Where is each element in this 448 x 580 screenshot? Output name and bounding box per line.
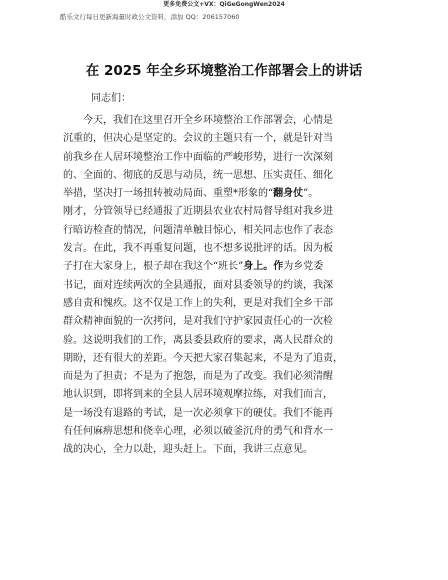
body-line <box>63 222 388 240</box>
bold-text: 身上。作 <box>243 261 284 273</box>
body-text-segment: 地认识到，即将到来的全县人居环境观摩拉练，对我们而言， <box>63 389 333 401</box>
document-title: 在 2025 年全乡环境整治工作部署会上的讲话 <box>85 63 363 79</box>
body-text-segment: 群众精神面貌的一次拷问，是对我们守护家园责任心的一次检 <box>63 316 333 328</box>
body-text-segment: 而是为了担责；不是为了抱怨，而是为了改变。我们必须清醒 <box>63 371 333 383</box>
body-line <box>63 149 388 167</box>
body-line <box>63 441 388 459</box>
body-line <box>63 112 388 130</box>
body-text-segment: 子打在大家身上，根子却在我这个“班长” <box>63 261 244 273</box>
body-line <box>63 258 388 276</box>
bold-text: 翻身仗 <box>273 188 304 200</box>
body-text-segment: 刚才，分管领导已经通报了近期县农业农村局督导组对我乡进 <box>63 206 333 218</box>
body-line <box>63 185 388 203</box>
body-line <box>63 240 388 258</box>
body-text-segment: 是一场没有退路的考试，是一次必须拿下的硬仗。我们不能再 <box>63 407 333 419</box>
body-text-segment: 行暗访检查的情况，问题清单触目惊心，相关同志也作了表态 <box>63 224 333 236</box>
body-text-segment: 感自责和愧疚。这不仅是工作上的失利，更是对我们全乡干部 <box>63 297 333 309</box>
body-line <box>63 295 388 313</box>
body-text-segment: 沉重的，但决心是坚定的。会议的主题只有一个，就是针对当 <box>63 133 333 145</box>
body-line <box>63 350 388 368</box>
body-text-segment: 书记，面对连续两次的全县通报，面对县委领导的约谈，我深 <box>63 279 333 291</box>
body-line <box>63 405 388 423</box>
body-line <box>63 277 388 295</box>
body-text-segment: ”。 <box>303 188 319 200</box>
body-line <box>63 313 388 331</box>
body-line <box>63 332 388 350</box>
body-line <box>63 386 388 404</box>
body-text-segment: 今天，我们在这里召开全乡环境整治工作部署会，心情是 <box>63 115 333 126</box>
body-line <box>63 167 388 185</box>
document-body <box>63 112 388 460</box>
header-subline: 酷乐文行每日更新海量时政公文资料，添加 QQ：206157060 <box>60 13 240 21</box>
body-text-segment: 举措，坚决打一场扭转被动局面、重塑*形象的“ <box>63 188 274 200</box>
header-banner: 更多免费公文+VX：QiGeGongWen2024 <box>163 1 285 8</box>
salutation: 同志们： <box>91 93 131 104</box>
body-text-segment: 有任何麻痹思想和侥幸心理，必须以破釜沉舟的勇气和背水一 <box>63 426 333 438</box>
body-text-segment: 战的决心，全力以赴，迎头赶上。下面，我讲三点意见。 <box>63 444 313 456</box>
body-text-segment: 为乡党委 <box>283 261 324 273</box>
body-line <box>63 203 388 221</box>
body-text-segment: 前我乡在人居环境整治工作中面临的严峻形势，进行一次深刻 <box>63 151 333 163</box>
body-text-segment: 发言。在此，我不再重复问题，也不想多说批评的话。因为板 <box>63 243 333 255</box>
body-line <box>63 130 388 148</box>
body-text-segment: 的、全面的、彻底的反思与动员，统一思想、压实责任、细化 <box>63 169 333 181</box>
body-text-segment: 验。这说明我们的工作，离县委县政府的要求，离人民群众的 <box>63 334 333 346</box>
body-line <box>63 423 388 441</box>
body-line <box>63 368 388 386</box>
body-text-segment: 期盼，还有很大的差距。今天把大家召集起来，不是为了追责， <box>63 352 343 364</box>
